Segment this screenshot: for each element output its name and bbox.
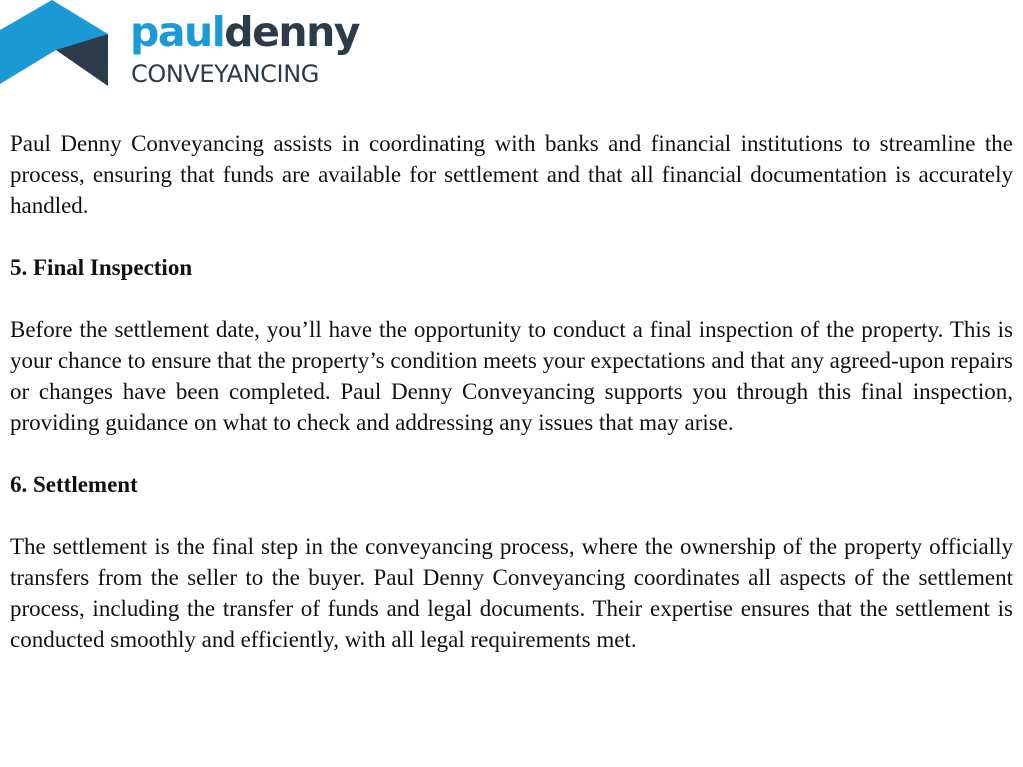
brand-name	[130, 8, 360, 56]
brand-subtitle: CONVEYANCING	[131, 60, 319, 88]
document-body	[10, 128, 1013, 686]
section-heading-settlement: 6. Settlement	[10, 472, 138, 497]
brand-name-part1: paul	[130, 8, 225, 56]
brand-logo	[0, 0, 360, 92]
section-heading-final-inspection: 5. Final Inspection	[10, 255, 193, 280]
house-logo-icon	[0, 0, 112, 90]
final-inspection-paragraph: Before the settlement date, you’ll have the opportunity to conduct a final inspection of the property. This is your chance to ensure that the property’s condition meets your expectations and that any agreed-upon repairs or changes have been completed. Paul Denny Conveyancing supports you through this final inspection, providing guidance on what to check and addressing any issues that may arise.	[10, 317, 1013, 435]
settlement-paragraph: The settlement is the final step in the conveyancing process, where the ownership of the property officially transfers from the seller to the buyer. Paul Denny Conveyancing coordinates all aspects of the settlement process, including the transfer of funds and legal documents. Their expertise ensures that the settlement is conducted smoothly and efficiently, with all legal requirements met.	[10, 534, 1013, 652]
intro-paragraph: Paul Denny Conveyancing assists in coordinating with banks and financial institutions to streamline the process, ensuring that funds are available for settlement and that all financial documentation is accurately handled.	[10, 131, 1013, 218]
brand-name-part2: denny	[224, 8, 360, 56]
